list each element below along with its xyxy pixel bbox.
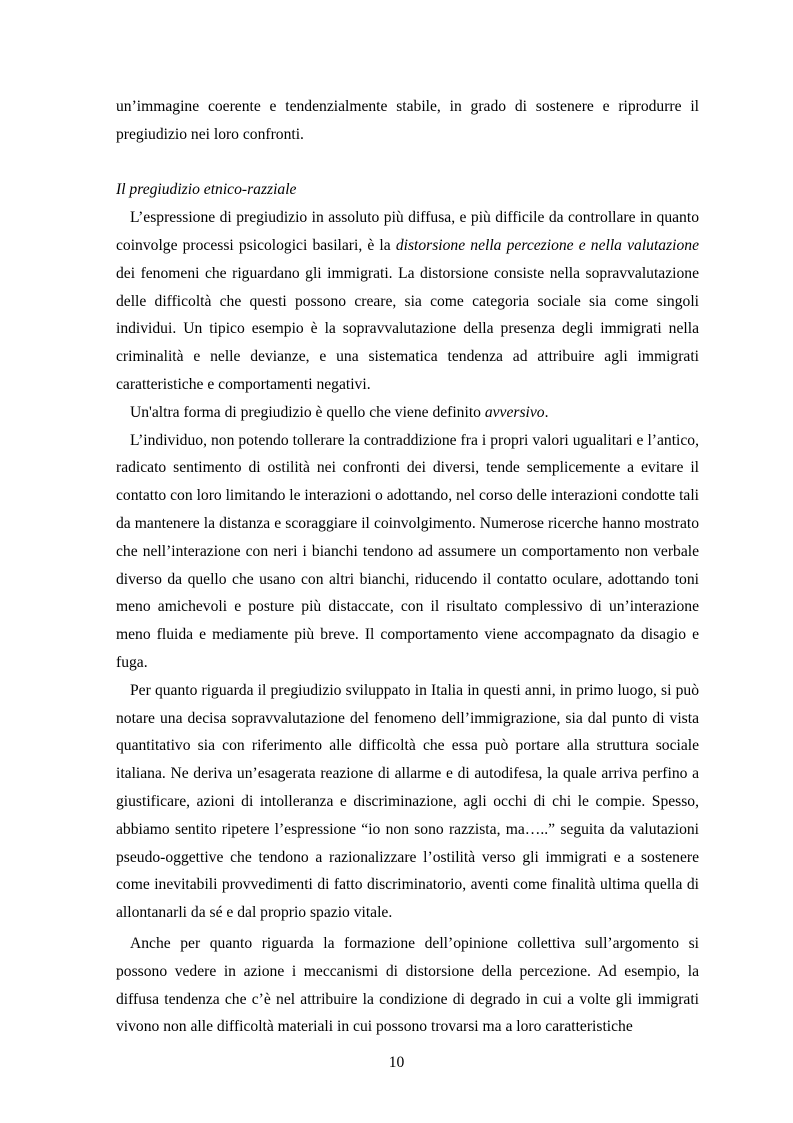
section-heading: Il pregiudizio etnico-razziale bbox=[116, 181, 297, 199]
paragraph-3: L’individuo, non potendo tollerare la contraddizione fra i propri valori ugualitari e l’antico, radicato sentimento di ostilità nei confronti dei diversi, tende semplicemente a evitare il contatto con loro limitando le interazioni o adottando, nel corso delle interazioni condotte tali da mantenere la distanza e scoraggiare il coinvolgimento. Numerose ricerche hanno mostrato che nell’interazione con neri i bianchi tendono ad assumere un comportamento non verbale diverso da quello che usano con altri bianchi, riducendo il contatto oculare, adottando toni meno amichevoli e posture più distaccate, con il risultato complessivo di un’interazione meno fluida e mediamente più breve. Il comportamento viene accompagnato da disagio e fuga. bbox=[116, 431, 699, 671]
body-text bbox=[116, 93, 699, 1041]
paragraph-1-text-a: L’espressione di pregiudizio in assoluto più diffusa, e più difficile da controllare in quanto coinvolge processi psicologici basilari, è la bbox=[116, 209, 699, 254]
intro-paragraph: un’immagine coerente e tendenzialmente stabile, in grado di sostenere e riprodurre il pregiudizio nei loro confronti. bbox=[116, 98, 699, 143]
paragraph-2-emphasis: avversivo bbox=[484, 403, 545, 421]
paragraph-1-emphasis: distorsione nella percezione e nella valutazione bbox=[395, 236, 699, 254]
paragraph-2-text-a: Un'altra forma di pregiudizio è quello che viene definito bbox=[130, 403, 485, 421]
paragraph-1 bbox=[116, 204, 699, 399]
paragraph-2-text-b: . bbox=[544, 403, 549, 421]
paragraph-1-text-b: dei fenomeni che riguardano gli immigrati. La distorsione consiste nella sopravvalutazione delle difficoltà che questi possono creare, sia come categoria sociale sia come singoli individui. Un tipico esempio è la sopravvalutazione della presenza degli immigrati nella criminalità e nelle devianze, e una sistematica tendenza ad attribuire agli immigrati caratteristiche e comportamenti negativi. bbox=[116, 264, 699, 393]
page-number: 10 bbox=[388, 1054, 405, 1071]
paragraph-5: Anche per quanto riguarda la formazione dell’opinione collettiva sull’argomento si possono vedere in azione i meccanismi di distorsione della percezione. Ad esempio, la diffusa tendenza che c’è nel attribuire la condizione di degrado in cui a volte gli immigrati vivono non alle difficoltà materiali in cui possono trovarsi ma a loro caratteristiche bbox=[116, 934, 699, 1036]
paragraph-4: Per quanto riguarda il pregiudizio sviluppato in Italia in questi anni, in primo luogo, si può notare una decisa sopravvalutazione del fenomeno dell’immigrazione, sia dal punto di vista quantitativo sia con riferimento alle difficoltà che essa può portare alla struttura sociale italiana. Ne deriva un’esagerata reazione di allarme e di autodifesa, la quale arriva perfino a giustificare, azioni di intolleranza e discriminazione, agli occhi di chi le compie. Spesso, abbiamo sentito ripetere l’espressione “io non sono razzista, ma…..” seguita da valutazioni pseudo-oggettive che tendono a razionalizzare l’ostilità verso gli immigrati e a sostenere come inevitabili provvedimenti di fatto discriminatorio, aventi come finalità ultima quella di allontanarli da sé e dal proprio spazio vitale. bbox=[116, 681, 699, 922]
paragraph-2 bbox=[116, 399, 699, 427]
